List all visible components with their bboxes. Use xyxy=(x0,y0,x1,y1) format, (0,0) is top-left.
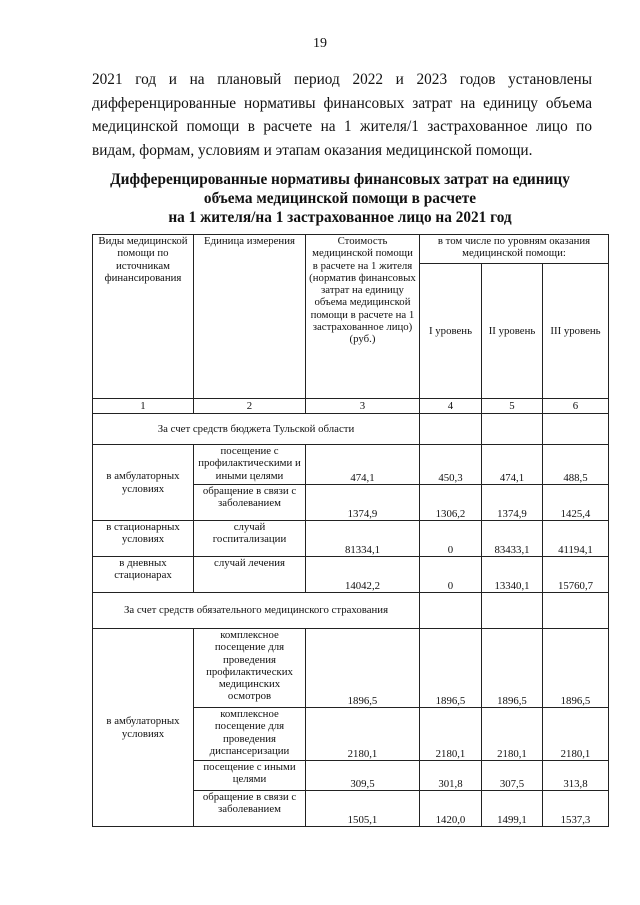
level-2-cell: 13340,1 xyxy=(482,557,543,593)
level-3-cell: 313,8 xyxy=(543,761,609,791)
table-row xyxy=(93,521,609,557)
column-number: 5 xyxy=(482,399,543,414)
column-number: 4 xyxy=(420,399,482,414)
section-row xyxy=(93,593,609,629)
level-3-cell: 41194,1 xyxy=(543,521,609,557)
level-3-cell: 2180,1 xyxy=(543,708,609,761)
level-3-cell: 15760,7 xyxy=(543,557,609,593)
empty-cell xyxy=(482,593,543,629)
table-row xyxy=(93,629,609,708)
care-type-cell: в амбулаторных условиях xyxy=(93,629,194,827)
table-row xyxy=(93,445,609,485)
title-line: на 1 жителя/на 1 застрахованное лицо на 2021 год xyxy=(168,209,512,226)
cost-cell: 1505,1 xyxy=(306,791,420,827)
level-1-cell: 1896,5 xyxy=(420,629,482,708)
level-3-cell: 1425,4 xyxy=(543,485,609,521)
level-3-cell: 1896,5 xyxy=(543,629,609,708)
title-line: объема медицинской помощи в расчете xyxy=(203,190,477,207)
level-1-cell: 2180,1 xyxy=(420,708,482,761)
cost-cell: 309,5 xyxy=(306,761,420,791)
column-number: 1 xyxy=(93,399,194,414)
empty-cell xyxy=(482,414,543,445)
empty-cell xyxy=(420,414,482,445)
section-title-budget: За счет средств бюджета Тульской области xyxy=(93,414,420,445)
column-number: 6 xyxy=(543,399,609,414)
header-cost: Стоимость медицинской помощи в расчете на 1 жителя (норматив финансовых затрат на единицу объема медицинской помощи в расчете на 1 застрахованное лицо) (руб.) xyxy=(306,235,420,399)
cost-cell: 474,1 xyxy=(306,445,420,485)
level-1-cell: 1306,2 xyxy=(420,485,482,521)
section-title-oms: За счет средств обязательного медицинского страхования xyxy=(93,593,420,629)
unit-cell: обращение в связи с заболеванием xyxy=(194,791,306,827)
level-2-cell: 2180,1 xyxy=(482,708,543,761)
level-2-cell: 1374,9 xyxy=(482,485,543,521)
level-2-cell: 83433,1 xyxy=(482,521,543,557)
header-unit: Единица измерения xyxy=(194,235,306,399)
empty-cell xyxy=(543,414,609,445)
header-level-3: III уровень xyxy=(543,264,609,399)
level-2-cell: 1896,5 xyxy=(482,629,543,708)
level-3-cell: 488,5 xyxy=(543,445,609,485)
table-row xyxy=(93,557,609,593)
care-type-cell: в амбулаторных условиях xyxy=(93,445,194,521)
empty-cell xyxy=(420,593,482,629)
level-1-cell: 0 xyxy=(420,521,482,557)
cost-cell: 1374,9 xyxy=(306,485,420,521)
column-number: 2 xyxy=(194,399,306,414)
level-2-cell: 474,1 xyxy=(482,445,543,485)
level-1-cell: 0 xyxy=(420,557,482,593)
header-row xyxy=(93,235,609,264)
header-medical-care-type: Виды медицинской помощи по источникам финансирования xyxy=(93,235,194,399)
care-type-cell: в дневных стационарах xyxy=(93,557,194,593)
section-row xyxy=(93,414,609,445)
unit-cell: случай лечения xyxy=(194,557,306,593)
column-number-row xyxy=(93,399,609,414)
level-2-cell: 1499,1 xyxy=(482,791,543,827)
page-number: 19 xyxy=(313,36,327,51)
cost-cell: 14042,2 xyxy=(306,557,420,593)
unit-cell: посещение с профилактическими и иными целями xyxy=(194,445,306,485)
level-1-cell: 450,3 xyxy=(420,445,482,485)
empty-cell xyxy=(543,593,609,629)
title-line: Дифференцированные нормативы финансовых затрат на единицу xyxy=(110,171,570,188)
unit-cell: обращение в связи с заболеванием xyxy=(194,485,306,521)
care-type-cell: в стационарных условиях xyxy=(93,521,194,557)
normatives-table xyxy=(92,234,609,827)
header-level-1: I уровень xyxy=(420,264,482,399)
header-level-2: II уровень xyxy=(482,264,543,399)
unit-cell: комплексное посещение для проведения диспансеризации xyxy=(194,708,306,761)
level-2-cell: 307,5 xyxy=(482,761,543,791)
cost-cell: 2180,1 xyxy=(306,708,420,761)
column-number: 3 xyxy=(306,399,420,414)
cost-cell: 81334,1 xyxy=(306,521,420,557)
level-3-cell: 1537,3 xyxy=(543,791,609,827)
level-1-cell: 301,8 xyxy=(420,761,482,791)
level-1-cell: 1420,0 xyxy=(420,791,482,827)
intro-paragraph: 2021 год и на плановый период 2022 и 2023 годов установлены дифференцированные нормативы финансовых затрат на единицу объема медицинской помощи в расчете на 1 жителя/1 застрахованное лицо по видам, формам, условиям и этапам оказания медицинской помощи. xyxy=(92,71,592,159)
unit-cell: посещение с иными целями xyxy=(194,761,306,791)
unit-cell: случай госпитализации xyxy=(194,521,306,557)
header-levels: в том числе по уровням оказания медицинской помощи: xyxy=(420,235,609,264)
table-title xyxy=(80,170,600,227)
cost-cell: 1896,5 xyxy=(306,629,420,708)
unit-cell: комплексное посещение для проведения профилактических медицинских осмотров xyxy=(194,629,306,708)
